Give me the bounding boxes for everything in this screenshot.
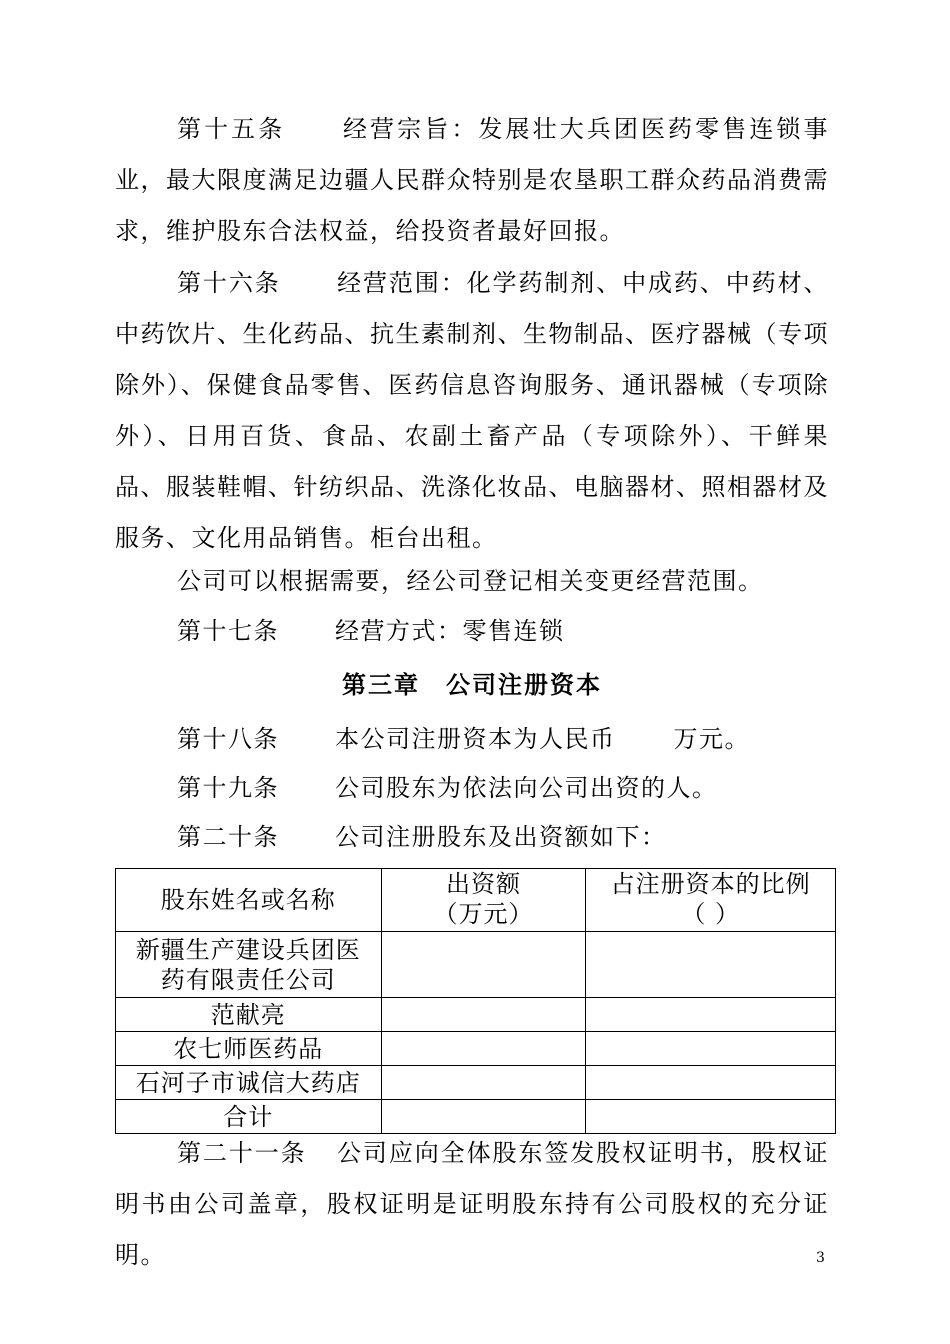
- chapter-title: 第三章 公司注册资本: [342, 671, 602, 699]
- amount-cell: [381, 1066, 586, 1100]
- shareholder-name-cell: 石河子市诚信大药店: [116, 1066, 382, 1100]
- article-20-text: 公司注册股东及出资额如下：: [335, 823, 667, 851]
- article-16: [115, 258, 829, 564]
- shareholder-name-cell: [116, 932, 382, 998]
- article-16-note: 公司可以根据需要，经公司登记相关变更经营范围。: [177, 567, 764, 595]
- total-label-cell: 合计: [116, 1100, 382, 1134]
- article-20: [115, 812, 829, 863]
- header-shareholder-name: 股东姓名或名称: [116, 869, 382, 932]
- amount-cell: [381, 998, 586, 1032]
- shareholder-name-line1: 新疆生产建设兵团医: [135, 935, 361, 964]
- ratio-cell: [586, 998, 836, 1032]
- ratio-cell: [586, 932, 836, 998]
- header-ratio-line2: （ ）: [681, 900, 740, 928]
- shareholder-name-cell: 农七师医药品: [116, 1032, 382, 1066]
- shareholder-table: [115, 868, 836, 1134]
- table-row: [116, 1032, 836, 1066]
- header-ratio: [586, 869, 836, 932]
- ratio-cell: [586, 1066, 836, 1100]
- article-21-heading: 第二十一条: [177, 1139, 307, 1167]
- article-21: [115, 1128, 829, 1281]
- article-15-text: 经营宗旨：发展壮大兵团医药零售连锁事业，最大限度满足边疆人民群众特别是农垦职工群众药品消费需求，维护股东合法权益，给投资者最好回报。: [115, 115, 830, 245]
- header-amount-line2: （万元）: [433, 900, 534, 928]
- amount-cell: [381, 1032, 586, 1066]
- shareholder-name-cell: 范献亮: [116, 998, 382, 1032]
- article-19: [115, 763, 829, 814]
- article-18-heading: 第十八条: [177, 725, 279, 753]
- table-row: [116, 998, 836, 1032]
- amount-cell: [381, 932, 586, 998]
- table-row: [116, 932, 836, 998]
- ratio-cell: [586, 1032, 836, 1066]
- article-17-text: 经营方式：零售连锁: [335, 617, 565, 645]
- header-ratio-line1: 占注册资本的比例: [610, 870, 811, 898]
- article-15: [115, 104, 829, 257]
- article-21-text: 公司应向全体股东签发股权证明书，股权证明书由公司盖章，股权证明是证明股东持有公司股权的充分证明。: [115, 1139, 830, 1269]
- article-16-text: 经营范围：化学药制剂、中成药、中药材、中药饮片、生化药品、抗生素制剂、生物制品、医疗器械（专项除外）、保健食品零售、医药信息咨询服务、通讯器械（专项除外）、日用百货、食品、农副土畜产品（专项除外）、干鲜果品、服装鞋帽、针纺织品、洗涤化妆品、电脑器材、照相器材及服务、文化用品销售。柜台出租。: [115, 269, 830, 552]
- article-19-heading: 第十九条: [177, 774, 279, 802]
- shareholder-name-line2: 药有限责任公司: [160, 965, 336, 994]
- article-16-heading: 第十六条: [177, 269, 281, 297]
- article-20-heading: 第二十条: [177, 823, 279, 851]
- page-number: 3: [816, 1250, 825, 1266]
- table-row: [116, 1066, 836, 1100]
- header-amount-line1: 出资额: [445, 870, 521, 898]
- article-15-heading: 第十五条: [177, 115, 286, 143]
- article-17: [115, 606, 829, 657]
- article-17-heading: 第十七条: [177, 617, 279, 645]
- article-18-text-b: 万元。: [673, 725, 750, 753]
- article-18: [115, 714, 829, 765]
- header-amount: [381, 869, 586, 932]
- article-18-text-a: 本公司注册资本为人民币: [335, 725, 616, 753]
- article-19-text: 公司股东为依法向公司出资的人。: [335, 774, 718, 802]
- table-header-row: [116, 869, 836, 932]
